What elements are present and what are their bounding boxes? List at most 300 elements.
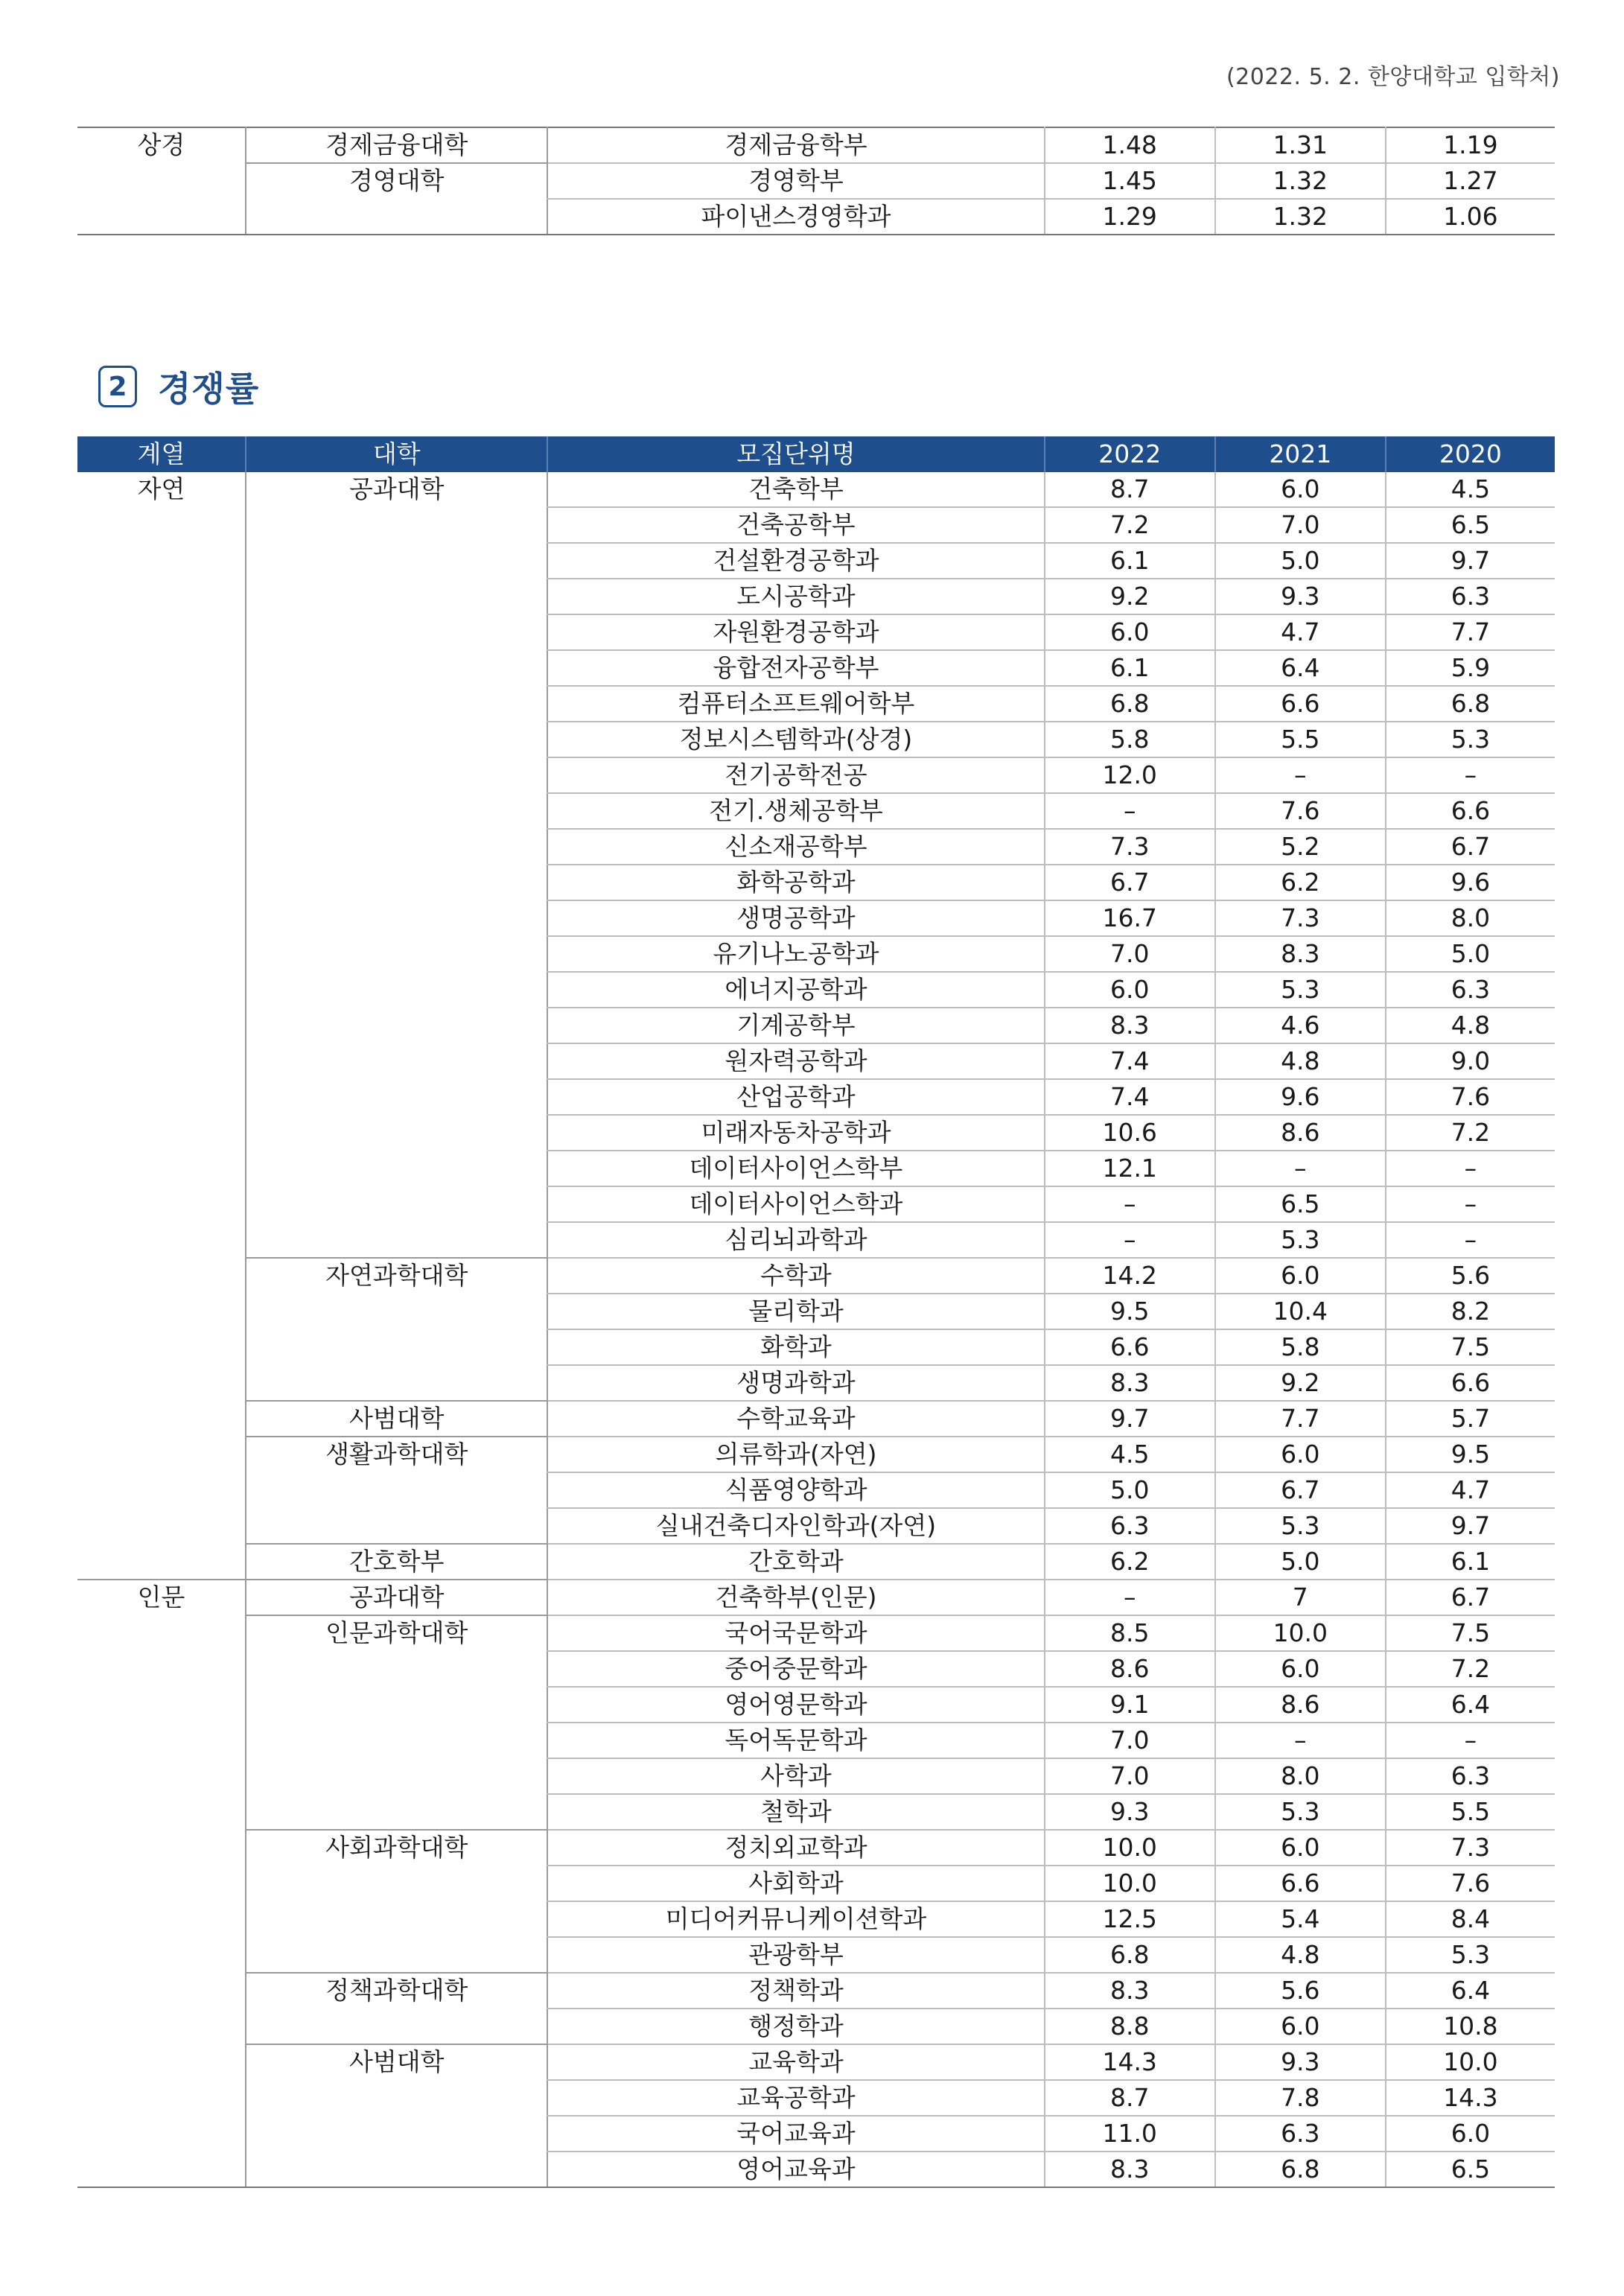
- college-cell: 사범대학: [246, 2044, 547, 2080]
- value-2021-cell: 6.7: [1215, 1472, 1386, 1508]
- value-2022-cell: 14.2: [1045, 1258, 1215, 1294]
- header-category: 계열: [77, 436, 246, 472]
- college-cell: 경영대학: [246, 163, 547, 199]
- college-cell: [246, 579, 547, 614]
- value-2022-cell: 8.7: [1045, 2080, 1215, 2116]
- value-2020-cell: 5.0: [1386, 936, 1555, 972]
- table-row: [77, 472, 1555, 507]
- college-cell: [246, 1866, 547, 1901]
- category-cell: [77, 1723, 246, 1758]
- value-2020-cell: 9.5: [1386, 1437, 1555, 1472]
- value-2022-cell: 14.3: [1045, 2044, 1215, 2080]
- college-cell: [246, 650, 547, 686]
- dept-cell: 데이터사이언스학과: [547, 1186, 1044, 1222]
- value-2021-cell: 5.3: [1215, 972, 1386, 1008]
- table-row: [77, 1794, 1555, 1830]
- college-cell: [246, 1043, 547, 1079]
- college-cell: [246, 900, 547, 936]
- value-2022-cell: 7.4: [1045, 1079, 1215, 1115]
- table-row: [77, 199, 1555, 235]
- category-cell: [77, 1079, 246, 1115]
- value-2021-cell: 5.0: [1215, 543, 1386, 579]
- value-2022-cell: 6.8: [1045, 686, 1215, 722]
- dept-cell: 데이터사이언스학부: [547, 1151, 1044, 1186]
- dept-cell: 영어교육과: [547, 2152, 1044, 2187]
- table-row: [77, 900, 1555, 936]
- value-2022-cell: 9.1: [1045, 1687, 1215, 1723]
- dept-cell: 생명과학과: [547, 1365, 1044, 1401]
- value-2022-cell: 8.3: [1045, 1008, 1215, 1043]
- value-2020-cell: 6.7: [1386, 829, 1555, 865]
- college-cell: [246, 1222, 547, 1258]
- value-2020-cell: 6.5: [1386, 507, 1555, 543]
- dept-cell: 건설환경공학과: [547, 543, 1044, 579]
- header-2021: 2021: [1215, 436, 1386, 472]
- value-2022-cell: 6.1: [1045, 650, 1215, 686]
- table-row: [77, 936, 1555, 972]
- value-2021-cell: 4.7: [1215, 614, 1386, 650]
- value-2021-cell: –: [1215, 1723, 1386, 1758]
- dept-cell: 건축공학부: [547, 507, 1044, 543]
- table-row: [77, 1651, 1555, 1687]
- table-header-row: [77, 436, 1555, 472]
- category-cell: [77, 1472, 246, 1508]
- value-2020-cell: 6.7: [1386, 1580, 1555, 1615]
- dept-cell: 파이낸스경영학과: [547, 199, 1044, 235]
- value-2022-cell: 8.3: [1045, 1365, 1215, 1401]
- value-2020-cell: 9.7: [1386, 1508, 1555, 1544]
- value-2022-cell: 5.8: [1045, 722, 1215, 757]
- table-row: [77, 1687, 1555, 1723]
- value-2020-cell: 14.3: [1386, 2080, 1555, 2116]
- table-row: [77, 1186, 1555, 1222]
- dept-cell: 기계공학부: [547, 1008, 1044, 1043]
- value-2021-cell: 5.2: [1215, 829, 1386, 865]
- dept-cell: 수학과: [547, 1258, 1044, 1294]
- table-row: [77, 722, 1555, 757]
- table-row: [77, 2009, 1555, 2044]
- dept-cell: 관광학부: [547, 1937, 1044, 1973]
- value-2020-cell: 5.7: [1386, 1401, 1555, 1437]
- table-row: [77, 2044, 1555, 2080]
- value-2020-cell: 6.3: [1386, 972, 1555, 1008]
- dept-cell: 신소재공학부: [547, 829, 1044, 865]
- dept-cell: 생명공학과: [547, 900, 1044, 936]
- value-2021-cell: 10.0: [1215, 1615, 1386, 1651]
- dept-cell: 정치외교학과: [547, 1830, 1044, 1866]
- dept-cell: 행정학과: [547, 2009, 1044, 2044]
- table-row: [77, 1115, 1555, 1151]
- value-2020-cell: 9.7: [1386, 543, 1555, 579]
- table-row: [77, 1401, 1555, 1437]
- college-cell: [246, 1365, 547, 1401]
- value-2020-cell: 10.0: [1386, 2044, 1555, 2080]
- category-cell: [77, 1401, 246, 1437]
- source-note: (2022. 5. 2. 한양대학교 입학처): [1226, 64, 1560, 90]
- table-row: [77, 793, 1555, 829]
- value-2021-cell: 5.0: [1215, 1544, 1386, 1580]
- table-row: [77, 543, 1555, 579]
- value-2022-cell: 7.0: [1045, 936, 1215, 972]
- value-2021-cell: 6.4: [1215, 650, 1386, 686]
- category-cell: [77, 2009, 246, 2044]
- value-2022-cell: 12.1: [1045, 1151, 1215, 1186]
- value-2021-cell: 8.3: [1215, 936, 1386, 972]
- dept-cell: 사학과: [547, 1758, 1044, 1794]
- value-2020-cell: 5.9: [1386, 650, 1555, 686]
- dept-cell: 물리학과: [547, 1294, 1044, 1329]
- category-cell: [77, 936, 246, 972]
- table-row: [77, 1937, 1555, 1973]
- dept-cell: 건축학부(인문): [547, 1580, 1044, 1615]
- value-2020-cell: 9.6: [1386, 865, 1555, 900]
- value-2022-cell: 8.5: [1045, 1615, 1215, 1651]
- college-cell: [246, 686, 547, 722]
- value-2020-cell: 1.19: [1386, 127, 1555, 163]
- value-2021-cell: 6.3: [1215, 2116, 1386, 2152]
- value-2022-cell: 6.2: [1045, 1544, 1215, 1580]
- category-cell: [77, 829, 246, 865]
- college-cell: [246, 1186, 547, 1222]
- category-cell: 인문: [137, 1583, 185, 1612]
- value-2021-cell: 8.6: [1215, 1687, 1386, 1723]
- category-cell: [77, 1651, 246, 1687]
- category-cell: [77, 1258, 246, 1294]
- college-cell: [246, 865, 547, 900]
- value-2020-cell: 6.6: [1386, 793, 1555, 829]
- value-2022-cell: 7.3: [1045, 829, 1215, 865]
- value-2020-cell: 7.2: [1386, 1115, 1555, 1151]
- table-row: [77, 1830, 1555, 1866]
- value-2020-cell: 7.5: [1386, 1329, 1555, 1365]
- value-2020-cell: 7.5: [1386, 1615, 1555, 1651]
- table-row: [77, 686, 1555, 722]
- dept-cell: 화학과: [547, 1329, 1044, 1365]
- college-cell: [246, 1794, 547, 1830]
- value-2021-cell: 5.8: [1215, 1329, 1386, 1365]
- college-cell: 간호학부: [246, 1544, 547, 1580]
- category-cell: [77, 1329, 246, 1365]
- value-2021-cell: 1.31: [1215, 127, 1386, 163]
- value-2020-cell: 6.4: [1386, 1973, 1555, 2009]
- dept-cell: 미래자동차공학과: [547, 1115, 1044, 1151]
- value-2021-cell: 4.8: [1215, 1937, 1386, 1973]
- value-2022-cell: 7.4: [1045, 1043, 1215, 1079]
- table-row: [77, 507, 1555, 543]
- value-2022-cell: –: [1045, 1222, 1215, 1258]
- value-2022-cell: 1.45: [1045, 163, 1215, 199]
- college-cell: [246, 793, 547, 829]
- value-2022-cell: 8.3: [1045, 1973, 1215, 2009]
- dept-cell: 에너지공학과: [547, 972, 1044, 1008]
- table-row: [77, 1222, 1555, 1258]
- value-2020-cell: 5.3: [1386, 722, 1555, 757]
- table-row: [77, 579, 1555, 614]
- value-2020-cell: 6.1: [1386, 1544, 1555, 1580]
- value-2020-cell: –: [1386, 757, 1555, 793]
- college-cell: [246, 1937, 547, 1973]
- value-2021-cell: 7: [1215, 1580, 1386, 1615]
- dept-cell: 철학과: [547, 1794, 1044, 1830]
- category-cell: [77, 1151, 246, 1186]
- category-cell: [77, 2080, 246, 2116]
- table-row: [77, 1580, 1555, 1615]
- value-2022-cell: 6.0: [1045, 972, 1215, 1008]
- table-row: [77, 1151, 1555, 1186]
- value-2021-cell: 4.6: [1215, 1008, 1386, 1043]
- value-2020-cell: 8.0: [1386, 900, 1555, 936]
- value-2021-cell: 9.6: [1215, 1079, 1386, 1115]
- value-2022-cell: 6.8: [1045, 1937, 1215, 1973]
- category-cell: [77, 686, 246, 722]
- category-cell: [77, 1973, 246, 2009]
- value-2021-cell: 9.2: [1215, 1365, 1386, 1401]
- table-row: [77, 2152, 1555, 2187]
- value-2022-cell: 9.2: [1045, 579, 1215, 614]
- value-2022-cell: 10.0: [1045, 1866, 1215, 1901]
- dept-cell: 실내건축디자인학과(자연): [547, 1508, 1044, 1544]
- value-2021-cell: 8.0: [1215, 1758, 1386, 1794]
- category-cell: [77, 1687, 246, 1723]
- dept-cell: 심리뇌과학과: [547, 1222, 1044, 1258]
- category-cell: [77, 793, 246, 829]
- dept-cell: 도시공학과: [547, 579, 1044, 614]
- value-2022-cell: 9.7: [1045, 1401, 1215, 1437]
- table-row: [77, 1508, 1555, 1544]
- value-2022-cell: 1.48: [1045, 127, 1215, 163]
- table-row: [77, 1008, 1555, 1043]
- value-2022-cell: 4.5: [1045, 1437, 1215, 1472]
- dept-cell: 정책학과: [547, 1973, 1044, 2009]
- college-cell: [246, 199, 547, 235]
- dept-cell: 간호학과: [547, 1544, 1044, 1580]
- value-2022-cell: 6.6: [1045, 1329, 1215, 1365]
- header-2020: 2020: [1386, 436, 1555, 472]
- category-cell: [77, 865, 246, 900]
- category-cell: [77, 2116, 246, 2152]
- value-2022-cell: 8.8: [1045, 2009, 1215, 2044]
- college-cell: [246, 507, 547, 543]
- value-2022-cell: 6.3: [1045, 1508, 1215, 1544]
- value-2021-cell: 5.3: [1215, 1508, 1386, 1544]
- table-row: [77, 1901, 1555, 1937]
- value-2022-cell: 8.3: [1045, 2152, 1215, 2187]
- value-2021-cell: 5.6: [1215, 1973, 1386, 2009]
- dept-cell: 전기.생체공학부: [547, 793, 1044, 829]
- table-row: [77, 1544, 1555, 1580]
- table-row: [77, 1294, 1555, 1329]
- value-2020-cell: 7.6: [1386, 1079, 1555, 1115]
- dept-cell: 경영학부: [547, 163, 1044, 199]
- category-cell: [77, 1758, 246, 1794]
- category-cell: [77, 1544, 246, 1580]
- category-cell: [77, 1437, 246, 1472]
- dept-cell: 건축학부: [547, 472, 1044, 507]
- table-row: [77, 1329, 1555, 1365]
- category-cell: [77, 722, 246, 757]
- value-2022-cell: 8.7: [1045, 472, 1215, 507]
- value-2020-cell: 9.0: [1386, 1043, 1555, 1079]
- table-row: [77, 1866, 1555, 1901]
- value-2021-cell: 7.8: [1215, 2080, 1386, 2116]
- table-row: [77, 1615, 1555, 1651]
- value-2021-cell: –: [1215, 757, 1386, 793]
- category-cell: [77, 1508, 246, 1544]
- dept-cell: 화학공학과: [547, 865, 1044, 900]
- value-2020-cell: 6.3: [1386, 1758, 1555, 1794]
- dept-cell: 중어중문학과: [547, 1651, 1044, 1687]
- category-cell: [77, 1008, 246, 1043]
- dept-cell: 교육공학과: [547, 2080, 1044, 2116]
- category-cell: [77, 1830, 246, 1866]
- value-2021-cell: 5.3: [1215, 1794, 1386, 1830]
- table-row: [77, 972, 1555, 1008]
- value-2020-cell: 4.8: [1386, 1008, 1555, 1043]
- table-row: [77, 2080, 1555, 2116]
- category-cell: [77, 1294, 246, 1329]
- college-cell: [246, 757, 547, 793]
- dept-cell: 수학교육과: [547, 1401, 1044, 1437]
- category-cell: [77, 1222, 246, 1258]
- value-2022-cell: –: [1045, 1186, 1215, 1222]
- dept-cell: 경제금융학부: [547, 127, 1044, 163]
- value-2021-cell: –: [1215, 1151, 1386, 1186]
- value-2020-cell: 7.2: [1386, 1651, 1555, 1687]
- college-cell: [246, 1901, 547, 1937]
- college-cell: [246, 936, 547, 972]
- dept-cell: 의류학과(자연): [547, 1437, 1044, 1472]
- table-row: [77, 757, 1555, 793]
- college-cell: 생활과학대학: [246, 1437, 547, 1472]
- value-2020-cell: –: [1386, 1186, 1555, 1222]
- dept-cell: 교육학과: [547, 2044, 1044, 2080]
- category-cell: [77, 650, 246, 686]
- dept-cell: 국어국문학과: [547, 1615, 1044, 1651]
- value-2021-cell: 6.6: [1215, 1866, 1386, 1901]
- value-2020-cell: 8.2: [1386, 1294, 1555, 1329]
- category-cell: [77, 1186, 246, 1222]
- value-2022-cell: 7.2: [1045, 507, 1215, 543]
- value-2020-cell: 7.7: [1386, 614, 1555, 650]
- value-2020-cell: –: [1386, 1222, 1555, 1258]
- table-row: [77, 650, 1555, 686]
- table-row: [77, 614, 1555, 650]
- value-2020-cell: 5.6: [1386, 1258, 1555, 1294]
- value-2020-cell: 1.27: [1386, 163, 1555, 199]
- value-2022-cell: 7.0: [1045, 1723, 1215, 1758]
- value-2021-cell: 9.3: [1215, 579, 1386, 614]
- value-2020-cell: 6.8: [1386, 686, 1555, 722]
- value-2022-cell: 9.5: [1045, 1294, 1215, 1329]
- value-2022-cell: 12.0: [1045, 757, 1215, 793]
- value-2022-cell: 6.1: [1045, 543, 1215, 579]
- category-cell: [77, 1794, 246, 1830]
- dept-cell: 독어독문학과: [547, 1723, 1044, 1758]
- category-cell: [77, 1365, 246, 1401]
- college-cell: [246, 1115, 547, 1151]
- college-cell: [246, 1329, 547, 1365]
- college-cell: [246, 2116, 547, 2152]
- value-2020-cell: 7.3: [1386, 1830, 1555, 1866]
- college-cell: [246, 1651, 547, 1687]
- admission-ratio-table-continued: [77, 127, 1555, 235]
- table-row: [77, 1437, 1555, 1472]
- category-cell: 상경: [137, 130, 185, 159]
- college-cell: [246, 2080, 547, 2116]
- value-2020-cell: 1.06: [1386, 199, 1555, 235]
- value-2021-cell: 5.4: [1215, 1901, 1386, 1937]
- value-2021-cell: 7.0: [1215, 507, 1386, 543]
- college-cell: 인문과학대학: [246, 1615, 547, 1651]
- value-2021-cell: 6.0: [1215, 1651, 1386, 1687]
- value-2022-cell: 16.7: [1045, 900, 1215, 936]
- college-cell: 공과대학: [246, 1580, 547, 1615]
- table-row: [77, 127, 1555, 163]
- table-row: [77, 1973, 1555, 2009]
- value-2022-cell: 12.5: [1045, 1901, 1215, 1937]
- value-2022-cell: 6.7: [1045, 865, 1215, 900]
- table-row: [77, 865, 1555, 900]
- college-cell: 사범대학: [246, 1401, 547, 1437]
- dept-cell: 식품영양학과: [547, 1472, 1044, 1508]
- category-cell: [77, 579, 246, 614]
- value-2020-cell: –: [1386, 1723, 1555, 1758]
- dept-cell: 산업공학과: [547, 1079, 1044, 1115]
- value-2021-cell: 6.0: [1215, 472, 1386, 507]
- header-college: 대학: [246, 436, 547, 472]
- table-row: [77, 1079, 1555, 1115]
- dept-cell: 원자력공학과: [547, 1043, 1044, 1079]
- value-2021-cell: 6.0: [1215, 1830, 1386, 1866]
- value-2022-cell: –: [1045, 793, 1215, 829]
- value-2020-cell: 6.5: [1386, 2152, 1555, 2187]
- college-cell: [246, 1758, 547, 1794]
- section-number-badge: 2: [98, 366, 137, 407]
- value-2021-cell: 6.0: [1215, 2009, 1386, 2044]
- dept-cell: 자원환경공학과: [547, 614, 1044, 650]
- value-2022-cell: 8.6: [1045, 1651, 1215, 1687]
- category-cell: [77, 1115, 246, 1151]
- category-cell: [77, 507, 246, 543]
- table-row: [77, 1043, 1555, 1079]
- value-2022-cell: 7.0: [1045, 1758, 1215, 1794]
- dept-cell: 영어영문학과: [547, 1687, 1044, 1723]
- value-2021-cell: 9.3: [1215, 2044, 1386, 2080]
- dept-cell: 미디어커뮤니케이션학과: [547, 1901, 1044, 1937]
- value-2021-cell: 5.3: [1215, 1222, 1386, 1258]
- category-cell: [77, 1615, 246, 1651]
- college-cell: [246, 1687, 547, 1723]
- college-cell: [246, 1508, 547, 1544]
- value-2021-cell: 1.32: [1215, 199, 1386, 235]
- college-cell: 공과대학: [246, 472, 547, 507]
- header-dept: 모집단위명: [547, 436, 1044, 472]
- category-cell: [77, 1937, 246, 1973]
- category-cell: [77, 972, 246, 1008]
- value-2022-cell: 11.0: [1045, 2116, 1215, 2152]
- value-2021-cell: 7.7: [1215, 1401, 1386, 1437]
- dept-cell: 전기공학전공: [547, 757, 1044, 793]
- dept-cell: 정보시스템학과(상경): [547, 722, 1044, 757]
- category-cell: [77, 900, 246, 936]
- section-title: 경쟁률: [158, 369, 260, 409]
- college-cell: [246, 829, 547, 865]
- value-2022-cell: 9.3: [1045, 1794, 1215, 1830]
- value-2020-cell: 6.0: [1386, 2116, 1555, 2152]
- dept-cell: 컴퓨터소프트웨어학부: [547, 686, 1044, 722]
- table-row: [77, 1472, 1555, 1508]
- table-row: [77, 163, 1555, 199]
